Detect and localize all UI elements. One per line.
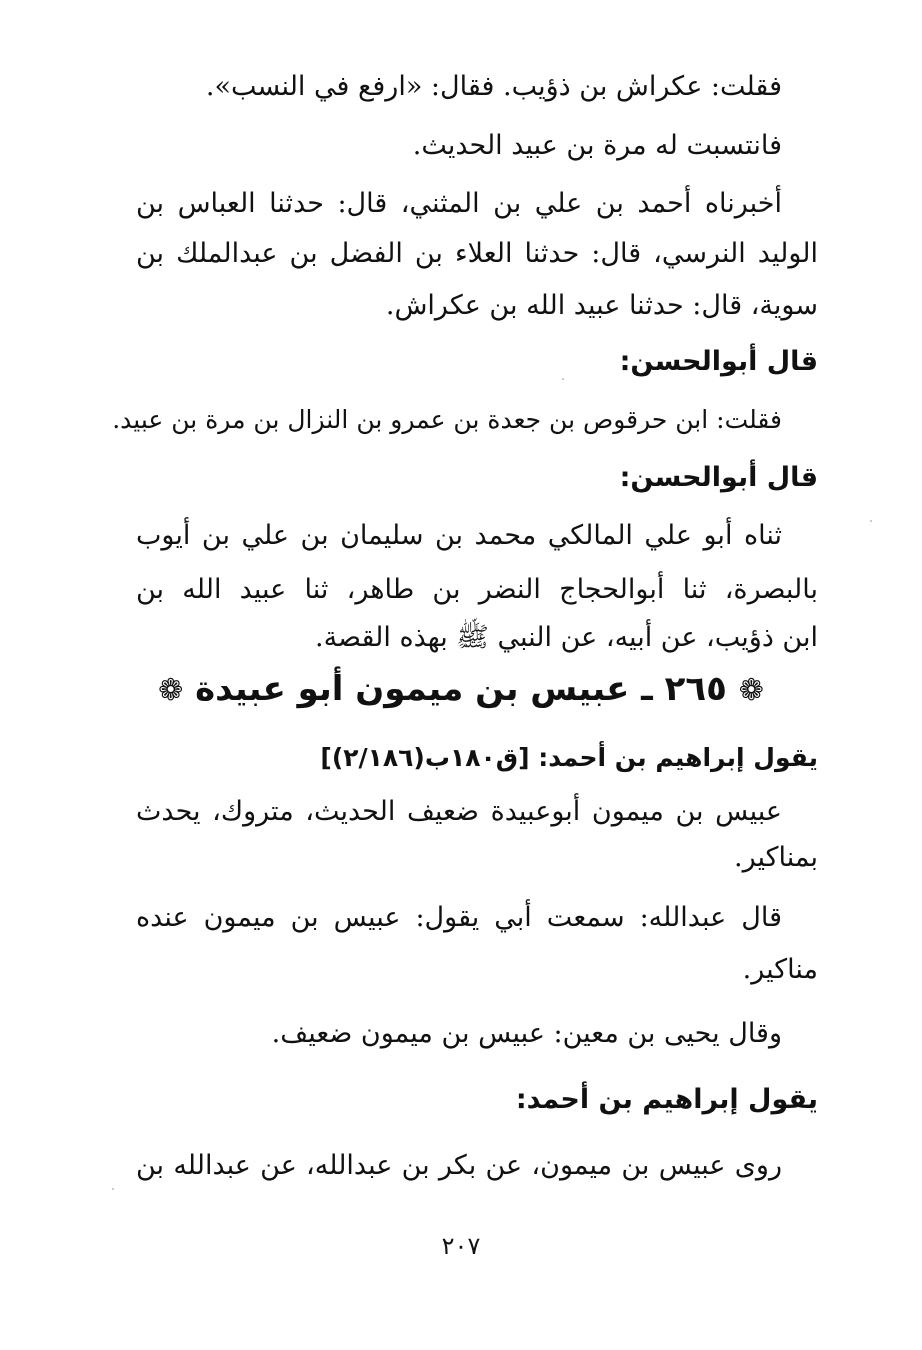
text-line-16: مناكير. bbox=[742, 954, 818, 985]
text-line-15: قال عبدالله: سمعت أبي يقول: عبيس بن ميمون عنده bbox=[136, 902, 782, 933]
paper-speck bbox=[112, 1188, 114, 1190]
text-line-10: بالبصرة، ثنا أبوالحجاج النضر بن طاهر، ثنا عبيد الله بن bbox=[136, 574, 818, 605]
heading-ibrahim-2: يقول إبراهيم بن أحمد: bbox=[515, 1084, 818, 1115]
text-line-7: فقلت: ابن حرقوص بن جعدة بن عمرو بن النزال بن مرة بن عبيد. bbox=[112, 405, 782, 434]
ornament-close-icon: ❁ bbox=[158, 673, 184, 708]
text-line-14: بمناكير. bbox=[734, 842, 818, 873]
text-line-2: فانتسبت له مرة بن عبيد الحديث. bbox=[412, 130, 782, 161]
paper-speck bbox=[870, 520, 872, 522]
text-line-5: سوية، قال: حدثنا عبيد الله بن عكراش. bbox=[385, 290, 818, 321]
heading-ibrahim-1: يقول إبراهيم بن أحمد: [ق١٨٠ب(٢/١٨٦)] bbox=[320, 743, 818, 772]
section-title-text: ٢٦٥ ـ عبيس بن ميمون أبو عبيدة bbox=[195, 669, 727, 709]
heading-abu-al-hasan-1: قال أبوالحسن: bbox=[619, 346, 818, 377]
text-line-3: أخبرناه أحمد بن علي بن المثني، قال: حدثنا العباس بن bbox=[136, 188, 782, 219]
text-line-1: فقلت: عكراش بن ذؤيب. فقال: «ارفع في النسب». bbox=[205, 71, 782, 102]
page-number: ٢٠٧ bbox=[441, 1232, 481, 1260]
text-line-13: عبيس بن ميمون أبوعبيدة ضعيف الحديث، متروك، يحدث bbox=[136, 796, 782, 827]
text-line-9: ثناه أبو علي المالكي محمد بن سليمان بن علي بن أيوب bbox=[136, 520, 782, 551]
section-title bbox=[0, 664, 922, 714]
paper-speck bbox=[562, 378, 564, 380]
text-line-19: روى عبيس بن ميمون، عن بكر بن عبدالله، عن عبدالله بن bbox=[136, 1150, 782, 1181]
ornament-open-icon: ❁ bbox=[738, 673, 764, 708]
text-line-4: الوليد النرسي، قال: حدثنا العلاء بن الفضل بن عبدالملك بن bbox=[136, 238, 818, 269]
text-line-17: وقال يحيى بن معين: عبيس بن ميمون ضعيف. bbox=[271, 1018, 782, 1049]
text-line-11: ابن ذؤيب، عن أبيه، عن النبي ﷺ بهذه القصة. bbox=[315, 622, 818, 653]
heading-abu-al-hasan-2: قال أبوالحسن: bbox=[619, 462, 818, 493]
